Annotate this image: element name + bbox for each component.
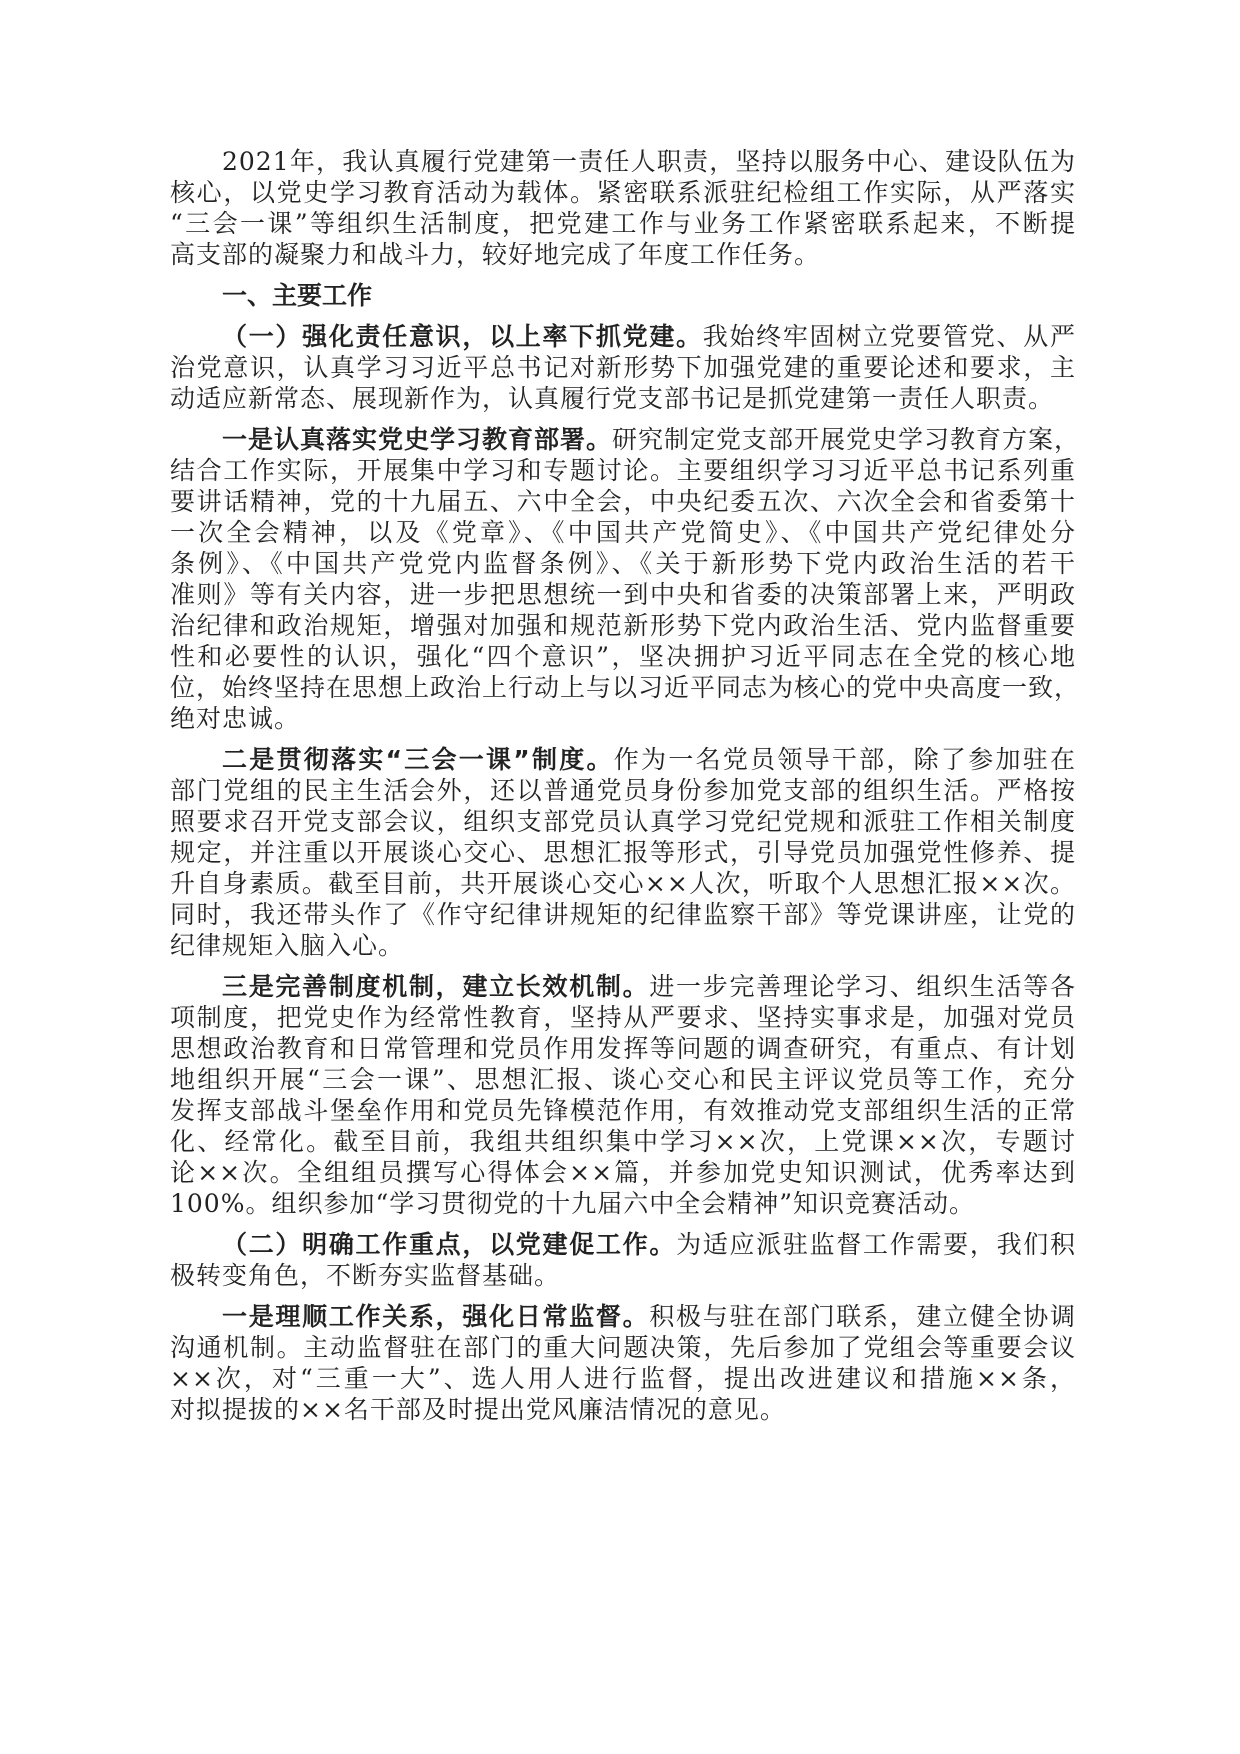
- text-line: [170, 517, 1076, 548]
- line-text: 规定，并注重以开展谈心交心、思想汇报等形式，引导党员加强党性修养、提: [170, 838, 1076, 867]
- text-line: [170, 383, 1076, 414]
- line-text: 作为一名党员领导干部，除了参加驻在: [613, 745, 1076, 774]
- text-line: [170, 177, 1076, 208]
- line-text: 同时，我还带头作了《作守纪律讲规矩的纪律监察干部》等党课讲座，让党的: [170, 900, 1076, 929]
- text-line: [170, 424, 1081, 455]
- text-line: [170, 899, 1076, 930]
- text-line: [170, 775, 1076, 806]
- text-line: [170, 868, 1076, 899]
- text-line: [170, 837, 1076, 868]
- text-line: [170, 1301, 1076, 1332]
- text-line: [170, 239, 1076, 270]
- line-text: 发挥支部战斗堡垒作用和党员先锋模范作用，有效推动党支部组织生活的正常: [170, 1096, 1076, 1125]
- text-line: [170, 1188, 1076, 1219]
- line-text: 化、经常化。截至目前，我组共组织集中学习××次，上党课××次，专题讨: [170, 1127, 1076, 1156]
- text-line: [170, 1126, 1076, 1157]
- text-line: [170, 703, 1076, 734]
- line-text: ××次，对“三重一大”、选人用人进行监督，提出改进建议和措施××条，: [170, 1364, 1076, 1393]
- line-text: 治党意识，认真学习习近平总书记对新形势下加强党建的重要论述和要求，主: [170, 353, 1076, 382]
- document-body: [170, 146, 1081, 1435]
- line-text: 高支部的凝聚力和战斗力，较好地完成了年度工作任务。: [170, 240, 821, 269]
- paragraph-lead: 一是认真落实党史学习教育部署。: [222, 425, 613, 454]
- paragraph: [170, 744, 1076, 961]
- text-line: [170, 486, 1076, 517]
- line-text: 一次全会精神，以及《党章》、《中国共产党简史》、《中国共产党纪律处分: [170, 518, 1076, 547]
- line-text: 绝对忠诚。: [170, 704, 301, 733]
- paragraph-lead: （一）强化责任意识，以上率下抓党建。: [222, 322, 703, 351]
- line-text: 论××次。全组组员撰写心得体会××篇，并参加党史知识测试，优秀率达到: [170, 1158, 1076, 1187]
- text-line: [170, 1064, 1076, 1095]
- line-text: 沟通机制。主动监督驻在部门的重大问题决策，先后参加了党组会等重要会议: [170, 1333, 1076, 1362]
- line-text: 准则》等有关内容，进一步把思想统一到中央和省委的决策部署上来，严明政: [170, 580, 1076, 609]
- line-text: 结合工作实际，开展集中学习和专题讨论。主要组织学习习近平总书记系列重: [170, 456, 1076, 485]
- line-text: 积极与驻在部门联系，建立健全协调: [649, 1302, 1076, 1331]
- text-line: [170, 806, 1076, 837]
- text-line: [170, 1157, 1076, 1188]
- line-text: 研究制定党支部开展党史学习教育方案，: [612, 425, 1081, 454]
- line-text: 极转变角色，不断夯实监督基础。: [170, 1261, 561, 1290]
- line-text: 我始终牢固树立党要管党、从严: [702, 322, 1076, 351]
- text-line: [170, 1332, 1076, 1363]
- line-text: 治纪律和政治规矩，增强对加强和规范新形势下党内政治生活、党内监督重要: [170, 611, 1076, 640]
- line-text: 进一步完善理论学习、组织生活等各: [649, 972, 1076, 1001]
- line-text: 位，始终坚持在思想上政治上行动上与以习近平同志为核心的党中央高度一致，: [170, 673, 1081, 702]
- line-text: 性和必要性的认识，强化“四个意识”，坚决拥护习近平同志在全党的核心地: [170, 642, 1076, 671]
- text-line: [170, 930, 1076, 961]
- text-line: [170, 1095, 1076, 1126]
- paragraph: [170, 1301, 1076, 1425]
- line-text: 要讲话精神，党的十九届五、六中全会，中央纪委五次、六次全会和省委第十: [170, 487, 1076, 516]
- paragraph: [170, 146, 1076, 270]
- paragraph-lead: 一是理顺工作关系，强化日常监督。: [222, 1302, 650, 1331]
- section-heading: 一、主要工作: [222, 281, 373, 310]
- line-text: 照要求召开党支部会议，组织支部党员认真学习党纪党规和派驻工作相关制度: [170, 807, 1076, 836]
- line-text: 2021年，我认真履行党建第一责任人职责，坚持以服务中心、建设队伍为: [222, 147, 1076, 176]
- paragraph-lead: （二）明确工作重点，以党建促工作。: [222, 1230, 677, 1259]
- text-line: [170, 352, 1076, 383]
- line-text: 部门党组的民主生活会外，还以普通党员身份参加党支部的组织生活。严格按: [170, 776, 1076, 805]
- paragraph: [170, 321, 1076, 414]
- line-text: 升自身素质。截至目前，共开展谈心交心××人次，听取个人思想汇报××次。: [170, 869, 1076, 898]
- text-line: [170, 321, 1076, 352]
- text-line: [170, 744, 1076, 775]
- text-line: [170, 971, 1076, 1002]
- text-line: [170, 455, 1076, 486]
- line-text: 动适应新常态、展现新作为，认真履行党支部书记是抓党建第一责任人职责。: [170, 384, 1055, 413]
- line-text: 条例》、《中国共产党党内监督条例》、《关于新形势下党内政治生活的若干: [170, 549, 1076, 578]
- text-line: [170, 672, 1081, 703]
- text-line: [170, 208, 1076, 239]
- paragraph: [170, 1229, 1076, 1291]
- text-line: [170, 610, 1076, 641]
- paragraph-lead: 二是贯彻落实“三会一课”制度。: [222, 745, 614, 774]
- line-text: 核心，以党史学习教育活动为载体。紧密联系派驻纪检组工作实际，从严落实: [170, 178, 1076, 207]
- text-line: [170, 1002, 1076, 1033]
- paragraph-lead: 三是完善制度机制，建立长效机制。: [222, 972, 650, 1001]
- line-text: 项制度，把党史作为经常性教育，坚持从严要求、坚持实事求是，加强对党员: [170, 1003, 1076, 1032]
- line-text: 对拟提拔的××名干部及时提出党风廉洁情况的意见。: [170, 1395, 786, 1424]
- text-line: [170, 1363, 1076, 1394]
- text-line: [170, 1229, 1076, 1260]
- line-text: 纪律规矩入脑入心。: [170, 931, 405, 960]
- line-text: “三会一课”等组织生活制度，把党建工作与业务工作紧密联系起来，不断提: [170, 209, 1076, 238]
- text-line: [170, 641, 1076, 672]
- text-line: [170, 1033, 1076, 1064]
- line-text: 地组织开展“三会一课”、思想汇报、谈心交心和民主评议党员等工作，充分: [170, 1065, 1076, 1094]
- paragraph: [170, 971, 1076, 1219]
- text-line: [170, 146, 1076, 177]
- paragraph: [170, 424, 1081, 734]
- line-text: 100%。组织参加“学习贯彻党的十九届六中全会精神”知识竞赛活动。: [170, 1189, 976, 1218]
- text-line: [170, 579, 1076, 610]
- text-line: [170, 1394, 1076, 1425]
- text-line: [170, 548, 1076, 579]
- text-line: [170, 1260, 1076, 1291]
- line-text: 思想政治教育和日常管理和党员作用发挥等问题的调查研究，有重点、有计划: [170, 1034, 1076, 1063]
- line-text: 为适应派驻监督工作需要，我们积: [676, 1230, 1076, 1259]
